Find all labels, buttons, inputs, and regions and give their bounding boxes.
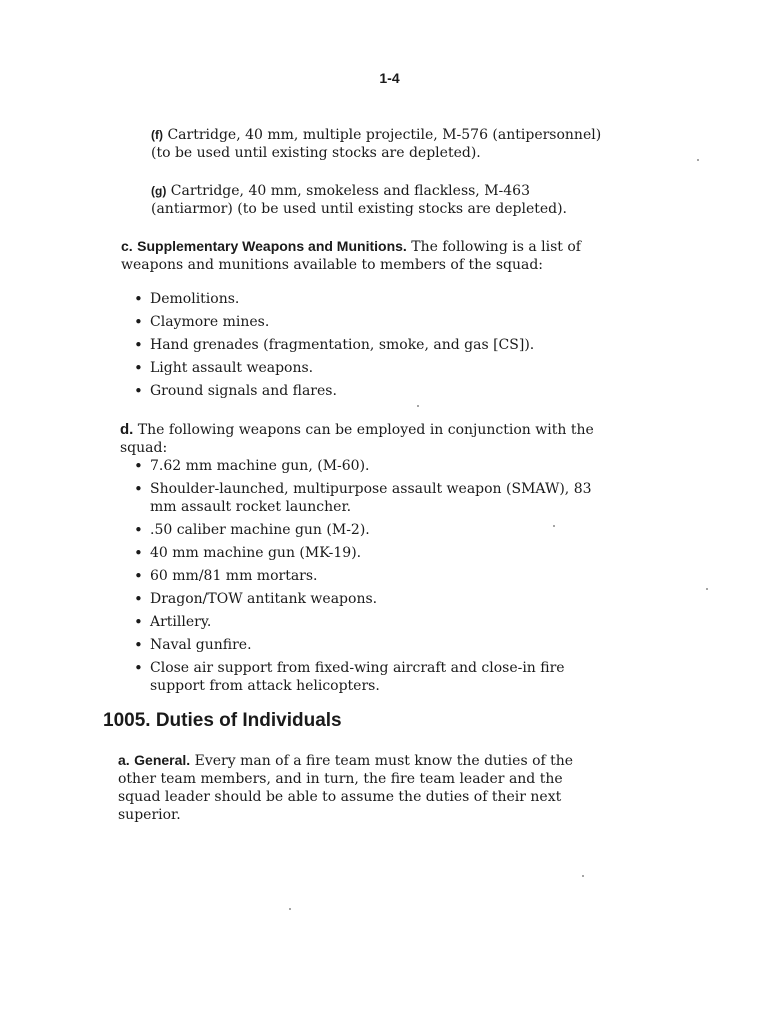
scan-speck (553, 525, 555, 527)
item-f-label: (f) (151, 128, 163, 142)
section-d-label: d. (120, 421, 134, 438)
list-item: • Claymore mines. (134, 313, 594, 331)
section-c-list (134, 290, 594, 405)
item-f-paragraph (151, 126, 607, 162)
page-number: 1-4 (379, 70, 400, 86)
list-item: • Demolitions. (134, 290, 594, 308)
item-g-label: (g) (151, 184, 167, 198)
section-1005-heading: 1005. Duties of Individuals (103, 710, 342, 731)
scan-speck (289, 908, 291, 910)
section-d-paragraph (120, 421, 610, 457)
section-c-paragraph (121, 237, 605, 274)
section-d-text: The following weapons can be employed in conjunction with the squad: (120, 422, 594, 456)
para-a-text: Every man of a fire team must know the duties of the other team members, and in turn, the fire team leader and the squad leader should be able to assume the duties of their next superior. (118, 753, 574, 823)
list-item: • 40 mm machine gun (MK-19). (134, 544, 604, 562)
section-d-list (134, 457, 604, 700)
list-item: • .50 caliber machine gun (M-2). (134, 521, 604, 539)
list-item: • Ground signals and flares. (134, 382, 594, 400)
list-item: • Naval gunfire. (134, 636, 604, 654)
para-a-title: General. (134, 752, 191, 768)
para-a-label: a. (118, 752, 130, 768)
scan-speck (697, 159, 699, 161)
section-c-text: The following is a list of weapons and munitions available to members of the squad: (121, 239, 581, 273)
section-c-label: c. (121, 238, 133, 254)
item-g-text: Cartridge, 40 mm, smokeless and flackless, M-463 (antiarmor) (to be used until existing stocks are depleted). (151, 183, 568, 217)
item-g-paragraph (151, 182, 607, 218)
scan-speck (706, 588, 708, 590)
section-1005-para-a (118, 751, 600, 824)
list-item: • Light assault weapons. (134, 359, 594, 377)
list-item: • Shoulder-launched, multipurpose assault weapon (SMAW), 83 mm assault rocket launcher. (134, 480, 604, 516)
list-item: • 7.62 mm machine gun, (M-60). (134, 457, 604, 475)
list-item: • Close air support from fixed-wing aircraft and close-in fire support from attack helicopters. (134, 659, 604, 695)
list-item: • Dragon/TOW antitank weapons. (134, 590, 604, 608)
scan-speck (582, 875, 584, 877)
list-item: • 60 mm/81 mm mortars. (134, 567, 604, 585)
item-f-text: Cartridge, 40 mm, multiple projectile, M-576 (antipersonnel) (to be used until existing stocks are depleted). (151, 127, 602, 161)
list-item: • Artillery. (134, 613, 604, 631)
scan-speck (417, 405, 419, 407)
list-item: • Hand grenades (fragmentation, smoke, and gas [CS]). (134, 336, 594, 354)
section-c-title: Supplementary Weapons and Munitions. (137, 238, 407, 254)
